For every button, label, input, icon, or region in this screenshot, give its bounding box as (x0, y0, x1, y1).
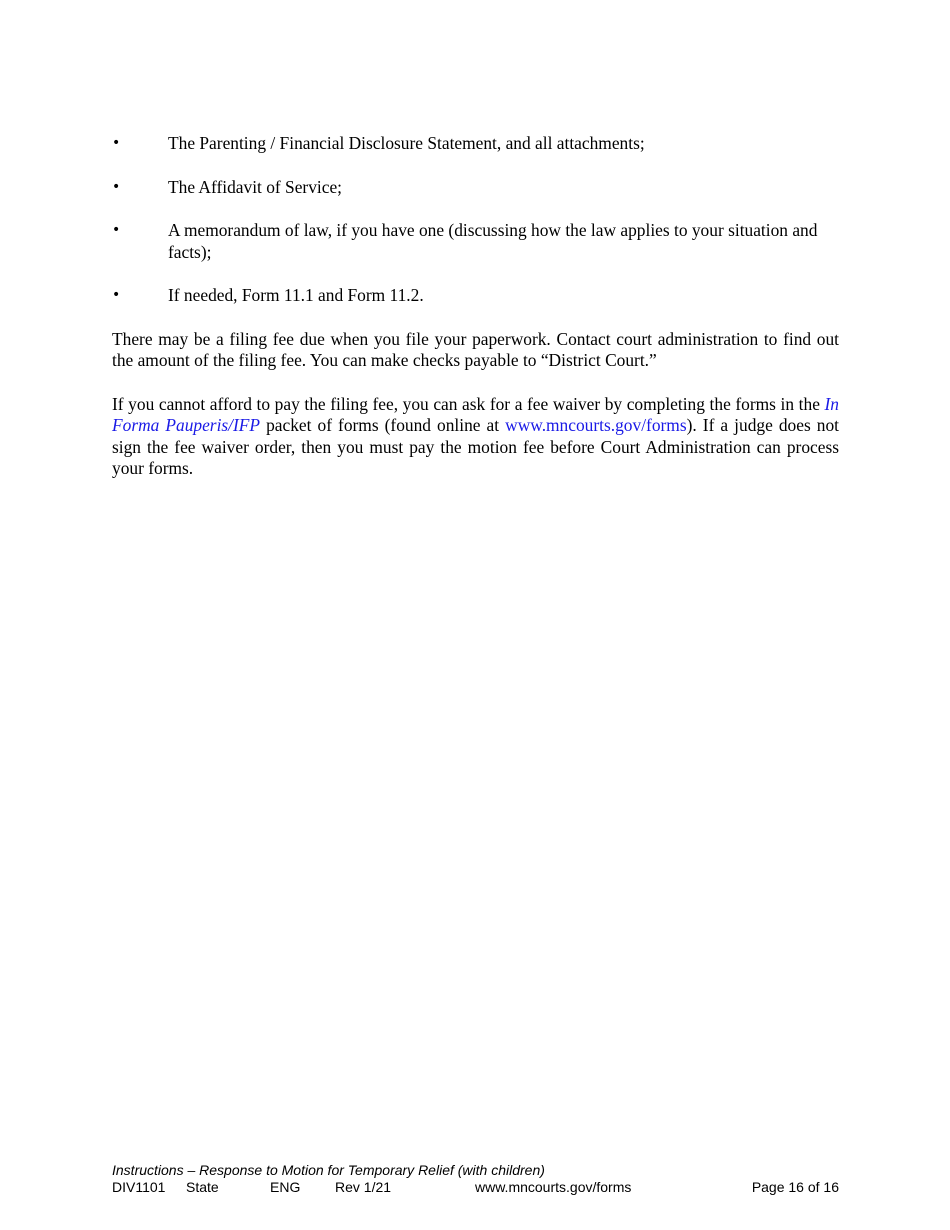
fee-waiver-text-3: ). If a judge does not sign the fee waiver order, then you must pay the motion fee before Court Administration can process your forms. (112, 415, 839, 478)
page-footer (112, 1162, 839, 1196)
bullet-icon: • (112, 222, 121, 238)
footer-language: ENG (270, 1179, 301, 1195)
fee-waiver-text-2: packet of forms (found online at (260, 415, 506, 435)
footer-document-title: Instructions – Response to Motion for Temporary Relief (with children) (112, 1162, 545, 1178)
bullet-icon: • (112, 287, 121, 303)
filing-fee-paragraph: There may be a filing fee due when you file your paperwork. Contact court administration to find out the amount of the filing fee. You can make checks payable to “District Court.” (112, 328, 839, 370)
ifp-forms-link[interactable]: In Forma Pauperis/IFP (112, 393, 839, 435)
list-item-text: If needed, Form 11.1 and Form 11.2. (168, 285, 424, 305)
mncourts-forms-link[interactable]: www.mncourts.gov/forms (505, 415, 687, 435)
fee-waiver-text-1: If you cannot afford to pay the filing fee, you can ask for a fee waiver by completing the forms in the (112, 393, 825, 414)
footer-page-number: Page 16 of 16 (751, 1179, 839, 1195)
list-item (112, 177, 839, 199)
footer-form-code: DIV1101 (112, 1179, 166, 1195)
fee-waiver-paragraph (112, 394, 839, 480)
footer-revision: Rev 1/21 (335, 1179, 392, 1195)
list-item (112, 220, 839, 263)
list-item (112, 285, 839, 307)
list-item-text: The Affidavit of Service; (168, 176, 343, 197)
bullet-icon: • (112, 178, 121, 195)
footer-info-row (112, 1179, 839, 1196)
list-item-text: The Parenting / Financial Disclosure Statement, and all attachments; (168, 133, 645, 153)
bullet-icon: • (112, 135, 121, 151)
footer-jurisdiction: State (186, 1179, 219, 1195)
list-item-text: A memorandum of law, if you have one (discussing how the law applies to your situation and facts); (168, 220, 818, 262)
page-content (112, 133, 839, 502)
footer-url: www.mncourts.gov/forms (475, 1179, 632, 1195)
list-item (112, 133, 839, 155)
required-documents-list (112, 133, 839, 307)
